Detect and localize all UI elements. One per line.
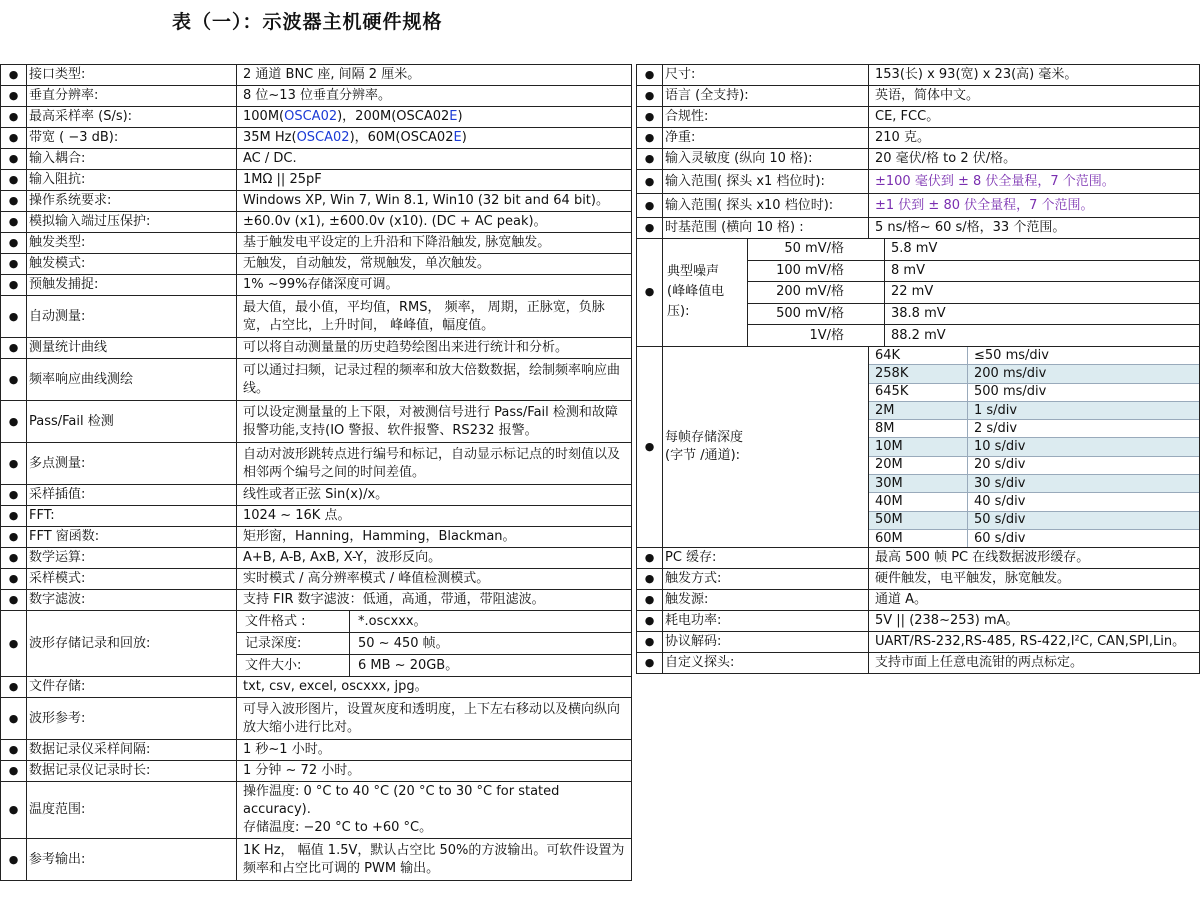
spec-value: 5 ns/格~ 60 s/格，33 个范围。 bbox=[869, 218, 1200, 239]
spec-label: 耗电功率: bbox=[663, 611, 869, 632]
memory-label-line: (字节 /通道): bbox=[665, 448, 741, 464]
spec-row bbox=[1, 401, 632, 443]
spec-row bbox=[1, 506, 632, 527]
spec-value: 支持市面上任意电流钳的两点标定。 bbox=[869, 653, 1200, 674]
bullet-icon: ● bbox=[1, 761, 27, 782]
spec-row bbox=[637, 611, 1200, 632]
spec-label: Pass/Fail 检测 bbox=[27, 401, 237, 443]
spec-label: 输入阻抗: bbox=[27, 170, 237, 191]
spec-value: 支持 FIR 数字滤波：低通，高通，带通，带阻滤波。 bbox=[237, 590, 632, 611]
spec-value: 1 分钟 ~ 72 小时。 bbox=[237, 761, 632, 782]
spec-value bbox=[237, 782, 632, 839]
spec-label: 数据记录仪采样间隔: bbox=[27, 740, 237, 761]
bullet-icon: ● bbox=[1, 65, 27, 86]
spec-row bbox=[637, 218, 1200, 239]
bullet-icon: ● bbox=[637, 170, 663, 194]
value-text: )，200M(OSCA02 bbox=[337, 109, 450, 124]
spec-row bbox=[1, 233, 632, 254]
noise-value: 38.8 mV bbox=[885, 303, 1200, 325]
spec-row bbox=[1, 170, 632, 191]
spec-label: 合规性: bbox=[663, 107, 869, 128]
spec-row bbox=[1, 338, 632, 359]
spec-label: 波形参考: bbox=[27, 698, 237, 740]
bullet-icon: ● bbox=[1, 548, 27, 569]
noise-label-line: 压): bbox=[667, 304, 690, 320]
spec-label: 采样模式: bbox=[27, 569, 237, 590]
spec-value: 210 克。 bbox=[869, 128, 1200, 149]
spec-value: 矩形窗，Hanning，Hamming，Blackman。 bbox=[237, 527, 632, 548]
bullet-icon: ● bbox=[637, 653, 663, 674]
spec-row bbox=[1, 782, 632, 839]
spec-row bbox=[1, 839, 632, 881]
spec-value: 153(长) x 93(宽) x 23(高) 毫米。 bbox=[869, 65, 1200, 86]
spec-row bbox=[1, 740, 632, 761]
memory-depth-row bbox=[637, 346, 1200, 547]
model-suffix: E bbox=[453, 130, 462, 145]
spec-label: 波形存储记录和回放: bbox=[27, 611, 237, 677]
spec-row bbox=[1, 548, 632, 569]
spec-label: 自定义探头: bbox=[663, 653, 869, 674]
spec-value: 1MΩ || 25pF bbox=[237, 170, 632, 191]
spec-label: 参考输出: bbox=[27, 839, 237, 881]
spec-row bbox=[1, 677, 632, 698]
memory-label-line: 每帧存储深度 bbox=[665, 430, 744, 446]
bullet-icon: ● bbox=[637, 590, 663, 611]
memory-timebase: ≤50 ms/div bbox=[968, 347, 1200, 365]
noise-value: 5.8 mV bbox=[885, 239, 1200, 260]
spec-label: PC 缓存: bbox=[663, 548, 869, 569]
bullet-icon: ● bbox=[1, 740, 27, 761]
spec-label: 文件存储: bbox=[27, 677, 237, 698]
spec-value: 1 秒~1 小时。 bbox=[237, 740, 632, 761]
spec-label: 测量统计曲线 bbox=[27, 338, 237, 359]
spec-value bbox=[237, 611, 632, 677]
bullet-icon: ● bbox=[1, 128, 27, 149]
spec-table-left bbox=[0, 64, 632, 881]
value-text: 35M Hz( bbox=[243, 130, 297, 145]
noise-range: 50 mV/格 bbox=[748, 239, 885, 260]
spec-row bbox=[1, 275, 632, 296]
spec-value: 最高 500 帧 PC 在线数据波形缓存。 bbox=[869, 548, 1200, 569]
memory-timebase: 60 s/div bbox=[974, 530, 1026, 546]
spec-value: 最大值，最小值，平均值，RMS， 频率， 周期，正脉宽，负脉宽，占空比，上升时间， 峰峰值，幅度值。 bbox=[237, 296, 632, 338]
memory-size: 10M bbox=[869, 438, 968, 456]
spec-label: 模拟输入端过压保护: bbox=[27, 212, 237, 233]
spec-row bbox=[1, 569, 632, 590]
bullet-icon: ● bbox=[637, 548, 663, 569]
spec-label: 尺寸: bbox=[663, 65, 869, 86]
bullet-icon: ● bbox=[1, 233, 27, 254]
bullet-icon: ● bbox=[1, 569, 27, 590]
model-suffix: E bbox=[449, 109, 458, 124]
spec-table-right bbox=[636, 64, 1200, 674]
noise-label-line: 典型噪声 bbox=[667, 264, 720, 280]
bullet-icon: ● bbox=[637, 611, 663, 632]
memory-size: 50M bbox=[869, 511, 968, 529]
memory-timebase: 50 s/div bbox=[968, 511, 1200, 529]
spec-label: FFT: bbox=[27, 506, 237, 527]
spec-row bbox=[637, 149, 1200, 170]
bullet-icon: ● bbox=[1, 275, 27, 296]
spec-label: 触发源: bbox=[663, 590, 869, 611]
spec-value: 可导入波形图片，设置灰度和透明度，上下左右移动以及横向纵向放大缩小进行比对。 bbox=[237, 698, 632, 740]
memory-size: 30M bbox=[869, 475, 968, 493]
value-text: ) bbox=[461, 130, 467, 145]
spec-row bbox=[1, 698, 632, 740]
spec-label: FFT 窗函数: bbox=[27, 527, 237, 548]
spec-label: 输入耦合: bbox=[27, 149, 237, 170]
spec-label: 带宽 ( −3 dB): bbox=[27, 128, 237, 149]
spec-label: 协议解码: bbox=[663, 632, 869, 653]
spec-value: 20 毫伏/格 to 2 伏/格。 bbox=[869, 149, 1200, 170]
model-name: OSCA02 bbox=[284, 109, 338, 124]
noise-range: 100 mV/格 bbox=[748, 260, 885, 282]
spec-row bbox=[637, 128, 1200, 149]
spec-value: UART/RS-232,RS-485, RS-422,I²C, CAN,SPI,Lin。 bbox=[869, 632, 1200, 653]
sub-label: 文件格式 : bbox=[237, 611, 350, 633]
bullet-icon: ● bbox=[637, 149, 663, 170]
spec-value: 无触发，自动触发，常规触发，单次触发。 bbox=[237, 254, 632, 275]
spec-label: 净重: bbox=[663, 128, 869, 149]
spec-value: 自动对波形跳转点进行编号和标记，自动显示标记点的时刻值以及相邻两个编号之间的时间差值。 bbox=[237, 443, 632, 485]
value-text: 操作温度: 0 °C to 40 °C (20 °C to 30 °C for stated accuracy). bbox=[243, 784, 560, 817]
spec-row bbox=[1, 254, 632, 275]
spec-label: 触发模式: bbox=[27, 254, 237, 275]
noise-value: 8 mV bbox=[885, 260, 1200, 282]
noise-value: 88.2 mV bbox=[891, 327, 946, 343]
spec-row bbox=[1, 128, 632, 149]
spec-value: A+B, A-B, AxB, X-Y，波形反向。 bbox=[237, 548, 632, 569]
value-text: ) bbox=[457, 109, 463, 124]
spec-label: 温度范围: bbox=[27, 782, 237, 839]
bullet-icon: ● bbox=[1, 401, 27, 443]
spec-row bbox=[1, 86, 632, 107]
memory-timebase: 10 s/div bbox=[968, 438, 1200, 456]
spec-label: 语言 (全支持): bbox=[663, 86, 869, 107]
noise-label bbox=[663, 239, 748, 346]
spec-value: 可以设定测量量的上下限，对被测信号进行 Pass/Fail 检测和故障报警功能,支持(IO 警报、软件报警、RS232 报警。 bbox=[237, 401, 632, 443]
spec-value: 硬件触发，电平触发，脉宽触发。 bbox=[869, 569, 1200, 590]
value-text: 100M( bbox=[243, 109, 285, 124]
bullet-icon: ● bbox=[1, 191, 27, 212]
spec-value: 通道 A。 bbox=[869, 590, 1200, 611]
spec-label: 接口类型: bbox=[27, 65, 237, 86]
spec-value: 1024 ~ 16K 点。 bbox=[237, 506, 632, 527]
spec-row bbox=[1, 527, 632, 548]
spec-label: 数据记录仪记录时长: bbox=[27, 761, 237, 782]
spec-label bbox=[663, 346, 869, 547]
spec-row bbox=[1, 590, 632, 611]
spec-row bbox=[637, 653, 1200, 674]
spec-value: 可以通过扫频，记录过程的频率和放大倍数数据，绘制频率响应曲线。 bbox=[237, 359, 632, 401]
spec-row bbox=[637, 569, 1200, 590]
spec-value: 基于触发电平设定的上升沿和下降沿触发, 脉宽触发。 bbox=[237, 233, 632, 254]
bullet-icon: ● bbox=[1, 443, 27, 485]
memory-size: 20M bbox=[869, 456, 968, 474]
noise-label-line: (峰峰值电 bbox=[667, 284, 725, 300]
spec-label: 预触发捕捉: bbox=[27, 275, 237, 296]
spec-row bbox=[637, 170, 1200, 194]
bullet-icon: ● bbox=[637, 107, 663, 128]
spec-row bbox=[637, 107, 1200, 128]
bullet-icon: ● bbox=[1, 485, 27, 506]
sub-value: 50 ~ 450 帧。 bbox=[350, 633, 632, 655]
spec-row bbox=[1, 611, 632, 677]
spec-row bbox=[1, 149, 632, 170]
spec-label: 频率响应曲线测绘 bbox=[27, 359, 237, 401]
spec-label: 垂直分辨率: bbox=[27, 86, 237, 107]
memory-size: 645K bbox=[869, 383, 968, 401]
spec-label: 采样插值: bbox=[27, 485, 237, 506]
spec-value bbox=[237, 107, 632, 128]
spec-row bbox=[1, 65, 632, 86]
memory-size: 40M bbox=[869, 493, 968, 511]
bullet-icon: ● bbox=[1, 149, 27, 170]
bullet-icon: ● bbox=[1, 170, 27, 191]
spec-row bbox=[1, 212, 632, 233]
bullet-icon: ● bbox=[637, 65, 663, 86]
spec-label: 最高采样率 (S/s): bbox=[27, 107, 237, 128]
spec-label: 操作系统要求: bbox=[27, 191, 237, 212]
spec-label: 多点测量: bbox=[27, 443, 237, 485]
spec-value: 1K Hz， 幅值 1.5V，默认占空比 50%的方波输出。可软件设置为频率和占空比可调的 PWM 输出。 bbox=[237, 839, 632, 881]
bullet-icon: ● bbox=[1, 86, 27, 107]
bullet-icon: ● bbox=[637, 632, 663, 653]
memory-depth-table bbox=[869, 346, 1200, 547]
sub-label: 文件大小: bbox=[237, 655, 350, 677]
memory-size: 60M bbox=[869, 529, 968, 547]
memory-timebase: 1 s/div bbox=[968, 401, 1200, 419]
bullet-icon: ● bbox=[1, 611, 27, 677]
spec-value: ±60.0v (x1), ±600.0v (x10). (DC + AC peak)。 bbox=[237, 212, 632, 233]
bullet-icon: ● bbox=[1, 590, 27, 611]
spec-value: txt, csv, excel, oscxxx, jpg。 bbox=[237, 677, 632, 698]
bullet-icon: ● bbox=[1, 359, 27, 401]
spec-value: 8 位~13 位垂直分辨率。 bbox=[237, 86, 632, 107]
memory-timebase: 200 ms/div bbox=[968, 365, 1200, 383]
bullet-icon: ● bbox=[637, 218, 663, 239]
memory-timebase: 40 s/div bbox=[968, 493, 1200, 511]
spec-row bbox=[637, 194, 1200, 218]
memory-size: 2M bbox=[869, 401, 968, 419]
spec-label: 数字滤波: bbox=[27, 590, 237, 611]
spec-row bbox=[1, 107, 632, 128]
noise-value: 22 mV bbox=[885, 282, 1200, 304]
spec-label: 触发类型: bbox=[27, 233, 237, 254]
spec-row bbox=[637, 548, 1200, 569]
memory-size: 258K bbox=[869, 365, 968, 383]
spec-row bbox=[637, 590, 1200, 611]
spec-row bbox=[1, 359, 632, 401]
spec-value: ±100 毫伏到 ± 8 伏全量程，7 个范围。 bbox=[869, 170, 1200, 194]
spec-value: Windows XP, Win 7, Win 8.1, Win10 (32 bit and 64 bit)。 bbox=[237, 191, 632, 212]
spec-label: 输入灵敏度 (纵向 10 格): bbox=[663, 149, 869, 170]
bullet-icon: ● bbox=[1, 527, 27, 548]
noise-range: 200 mV/格 bbox=[748, 282, 885, 304]
sub-value: *.oscxxx。 bbox=[350, 611, 632, 633]
spec-value: 线性或者正弦 Sin(x)/x。 bbox=[237, 485, 632, 506]
spec-value: 英语，简体中文。 bbox=[869, 86, 1200, 107]
spec-row bbox=[637, 632, 1200, 653]
memory-timebase: 500 ms/div bbox=[968, 383, 1200, 401]
noise-block bbox=[663, 239, 1200, 347]
spec-value: 实时模式 / 高分辨率模式 / 峰值检测模式。 bbox=[237, 569, 632, 590]
bullet-icon: ● bbox=[1, 107, 27, 128]
value-text: )，60M(OSCA02 bbox=[349, 130, 454, 145]
memory-timebase: 2 s/div bbox=[968, 420, 1200, 438]
bullet-icon: ● bbox=[637, 194, 663, 218]
value-text: 存储温度: −20 °C to +60 °C。 bbox=[243, 820, 433, 835]
bullet-icon: ● bbox=[1, 698, 27, 740]
spec-row bbox=[1, 485, 632, 506]
bullet-icon: ● bbox=[1, 338, 27, 359]
spec-row bbox=[1, 191, 632, 212]
bullet-icon: ● bbox=[1, 782, 27, 839]
page-title: 表（一）：示波器主机硬件规格 bbox=[172, 11, 443, 33]
spec-value bbox=[237, 128, 632, 149]
spec-label: 自动测量: bbox=[27, 296, 237, 338]
spec-value: ±1 伏到 ± 80 伏全量程，7 个范围。 bbox=[869, 194, 1200, 218]
spec-label: 数学运算: bbox=[27, 548, 237, 569]
memory-timebase: 20 s/div bbox=[968, 456, 1200, 474]
sub-label: 记录深度: bbox=[237, 633, 350, 655]
bullet-icon: ● bbox=[637, 239, 663, 347]
bullet-icon: ● bbox=[1, 254, 27, 275]
memory-size: 64K bbox=[869, 347, 968, 365]
spec-value: 1% ~99%存储深度可调。 bbox=[237, 275, 632, 296]
bullet-icon: ● bbox=[1, 212, 27, 233]
sub-value: 6 MB ~ 20GB。 bbox=[358, 657, 459, 673]
spec-label: 时基范围 (横向 10 格) : bbox=[663, 218, 869, 239]
spec-label: 输入范围( 探头 x1 档位时): bbox=[663, 170, 869, 194]
memory-timebase: 30 s/div bbox=[968, 475, 1200, 493]
spec-label: 触发方式: bbox=[663, 569, 869, 590]
bullet-icon: ● bbox=[637, 569, 663, 590]
spec-row bbox=[1, 443, 632, 485]
noise-row bbox=[637, 239, 1200, 347]
spec-row bbox=[1, 296, 632, 338]
memory-size: 8M bbox=[869, 420, 968, 438]
spec-row bbox=[1, 761, 632, 782]
spec-label: 输入范围( 探头 x10 档位时): bbox=[663, 194, 869, 218]
noise-range: 500 mV/格 bbox=[748, 303, 885, 325]
model-name: OSCA02 bbox=[296, 130, 350, 145]
spec-row bbox=[637, 86, 1200, 107]
spec-value: CE, FCC。 bbox=[869, 107, 1200, 128]
bullet-icon: ● bbox=[637, 86, 663, 107]
spec-value: 5V || (238~253) mA。 bbox=[869, 611, 1200, 632]
bullet-icon: ● bbox=[637, 128, 663, 149]
bullet-icon: ● bbox=[1, 677, 27, 698]
spec-value: 可以将自动测量量的历史趋势绘图出来进行统计和分析。 bbox=[237, 338, 632, 359]
bullet-icon: ● bbox=[1, 839, 27, 881]
spec-row bbox=[637, 65, 1200, 86]
spec-value: AC / DC. bbox=[237, 149, 632, 170]
noise-range: 1V/格 bbox=[748, 325, 885, 346]
bullet-icon: ● bbox=[1, 506, 27, 527]
spec-value: 2 通道 BNC 座, 间隔 2 厘米。 bbox=[237, 65, 632, 86]
bullet-icon: ● bbox=[637, 346, 663, 547]
bullet-icon: ● bbox=[1, 296, 27, 338]
